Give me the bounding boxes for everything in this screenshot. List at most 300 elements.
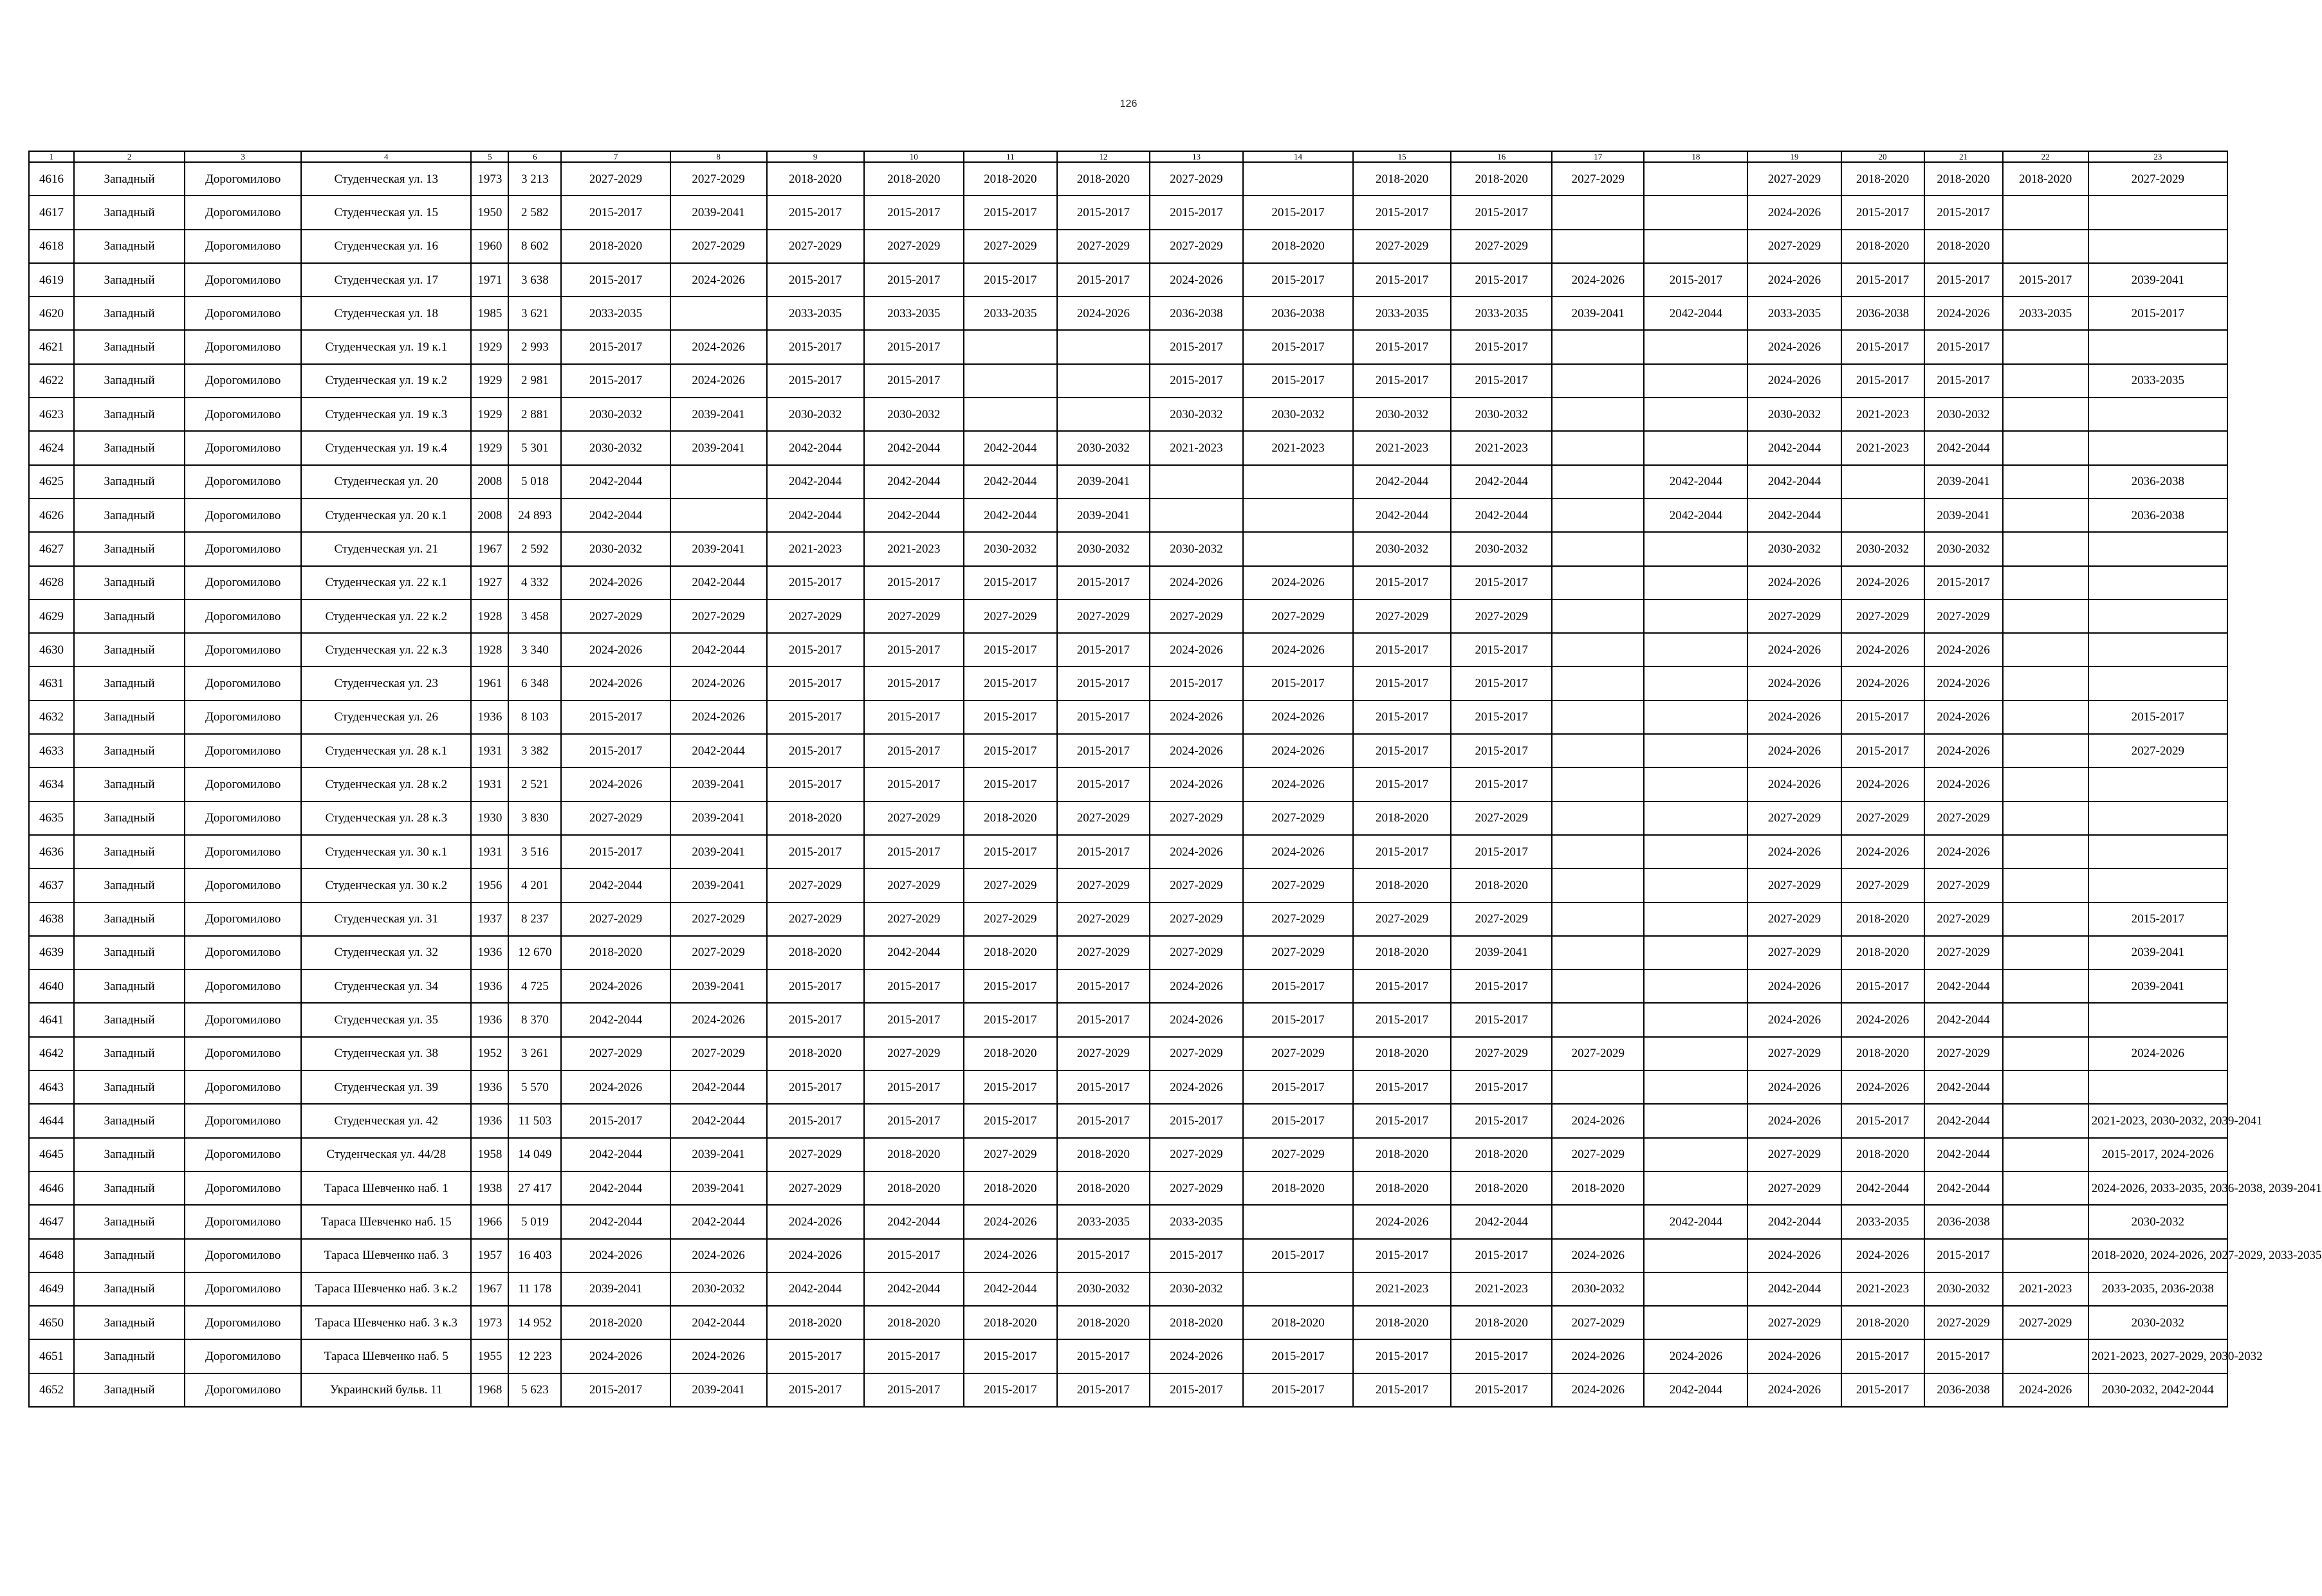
period-col11-cell: 2024-2026 (964, 1205, 1057, 1238)
period-col8-cell: 2027-2029 (670, 600, 767, 633)
period-col13-cell: 2015-2017 (1150, 330, 1243, 363)
period-col18-cell (1644, 532, 1747, 565)
address-cell: Студенческая ул. 16 (301, 230, 471, 263)
period-col9-cell: 2042-2044 (767, 465, 864, 499)
period-col14-cell: 2024-2026 (1243, 633, 1353, 666)
address-cell: Студенческая ул. 19 к.3 (301, 398, 471, 431)
period-col23-cell (2088, 196, 2227, 229)
period-col20-cell: 2036-2038 (1841, 297, 1924, 330)
period-col8-cell: 2039-2041 (670, 196, 767, 229)
period-col18-cell (1644, 969, 1747, 1003)
period-col11-cell: 2027-2029 (964, 868, 1057, 902)
area-cell: Дорогомилово (185, 162, 301, 196)
table-body (29, 162, 2322, 1407)
period-col16-cell: 2042-2044 (1451, 1205, 1552, 1238)
period-col13-cell: 2015-2017 (1150, 1104, 1243, 1137)
period-col8-cell: 2039-2041 (670, 1373, 767, 1407)
district-cell: Западный (74, 802, 185, 835)
period-col13-cell: 2027-2029 (1150, 868, 1243, 902)
period-col18-cell (1644, 734, 1747, 767)
period-col10-cell: 2027-2029 (864, 868, 964, 902)
district-cell: Западный (74, 465, 185, 499)
column-number-header: 23 (2088, 151, 2227, 162)
period-col12-cell: 2027-2029 (1057, 802, 1150, 835)
period-col11-cell: 2015-2017 (964, 1373, 1057, 1407)
year-built-cell: 1958 (471, 1138, 508, 1171)
record-number-cell: 4652 (29, 1373, 74, 1407)
year-built-cell: 1960 (471, 230, 508, 263)
period-col14-cell: 2027-2029 (1243, 600, 1353, 633)
period-col12-cell: 2027-2029 (1057, 936, 1150, 969)
column-number-header: 20 (1841, 151, 1924, 162)
period-col11-cell: 2015-2017 (964, 1104, 1057, 1137)
column-number-header: 11 (964, 151, 1057, 162)
period-col18-cell (1644, 230, 1747, 263)
period-col15-cell: 2042-2044 (1353, 499, 1451, 532)
floor-area-cell: 14 952 (508, 1306, 561, 1339)
period-col19-cell: 2027-2029 (1747, 936, 1841, 969)
district-cell: Западный (74, 1003, 185, 1036)
period-col7-cell: 2033-2035 (561, 297, 670, 330)
period-col7-cell: 2024-2026 (561, 1070, 670, 1104)
address-cell: Тараса Шевченко наб. 1 (301, 1171, 471, 1205)
period-col18-cell (1644, 936, 1747, 969)
period-col16-cell: 2027-2029 (1451, 802, 1552, 835)
period-col7-cell: 2024-2026 (561, 969, 670, 1003)
period-col19-cell: 2024-2026 (1747, 1104, 1841, 1137)
period-col10-cell: 2042-2044 (864, 465, 964, 499)
period-col12-cell: 2015-2017 (1057, 633, 1150, 666)
period-col21-cell: 2024-2026 (1924, 767, 2003, 801)
period-col11-cell: 2015-2017 (964, 1003, 1057, 1036)
period-col22-cell (2003, 868, 2088, 902)
period-col15-cell: 2015-2017 (1353, 1373, 1451, 1407)
district-cell: Западный (74, 532, 185, 565)
period-col14-cell: 2018-2020 (1243, 1171, 1353, 1205)
period-col23-cell: 2033-2035, 2036-2038 (2088, 1272, 2227, 1306)
record-number-cell: 4651 (29, 1339, 74, 1373)
floor-area-cell: 12 670 (508, 936, 561, 969)
record-number-cell: 4647 (29, 1205, 74, 1238)
period-col18-cell: 2042-2044 (1644, 465, 1747, 499)
record-number-cell: 4639 (29, 936, 74, 969)
period-col7-cell: 2042-2044 (561, 868, 670, 902)
period-col22-cell (2003, 666, 2088, 700)
district-cell: Западный (74, 1205, 185, 1238)
period-col22-cell (2003, 499, 2088, 532)
period-col19-cell: 2024-2026 (1747, 1373, 1841, 1407)
period-col17-cell: 2024-2026 (1552, 1373, 1644, 1407)
period-col7-cell: 2018-2020 (561, 1306, 670, 1339)
period-col12-cell: 2027-2029 (1057, 230, 1150, 263)
period-col9-cell: 2024-2026 (767, 1205, 864, 1238)
district-cell: Западный (74, 196, 185, 229)
area-cell: Дорогомилово (185, 330, 301, 363)
period-col12-cell: 2015-2017 (1057, 1373, 1150, 1407)
period-col20-cell: 2030-2032 (1841, 532, 1924, 565)
period-col23-cell: 2030-2032 (2088, 1205, 2227, 1238)
period-col19-cell: 2027-2029 (1747, 162, 1841, 196)
period-col10-cell: 2042-2044 (864, 499, 964, 532)
period-col17-cell (1552, 903, 1644, 936)
period-col23-cell: 2036-2038 (2088, 465, 2227, 499)
table-row (29, 532, 2227, 565)
period-col13-cell: 2027-2029 (1150, 1171, 1243, 1205)
floor-area-cell: 11 178 (508, 1272, 561, 1306)
period-col7-cell: 2042-2044 (561, 1003, 670, 1036)
year-built-cell: 2008 (471, 499, 508, 532)
period-col14-cell: 2015-2017 (1243, 263, 1353, 297)
floor-area-cell: 8 602 (508, 230, 561, 263)
period-col21-cell: 2015-2017 (1924, 364, 2003, 398)
area-cell: Дорогомилово (185, 431, 301, 464)
period-col18-cell (1644, 903, 1747, 936)
address-cell: Студенческая ул. 28 к.3 (301, 802, 471, 835)
period-col17-cell: 2039-2041 (1552, 297, 1644, 330)
area-cell: Дорогомилово (185, 1239, 301, 1272)
year-built-cell: 1936 (471, 1070, 508, 1104)
period-col22-cell (2003, 936, 2088, 969)
period-col9-cell: 2018-2020 (767, 1037, 864, 1070)
period-col11-cell: 2024-2026 (964, 1239, 1057, 1272)
record-number-cell: 4620 (29, 297, 74, 330)
period-col16-cell: 2018-2020 (1451, 1171, 1552, 1205)
period-col18-cell (1644, 835, 1747, 868)
area-cell: Дорогомилово (185, 666, 301, 700)
period-col12-cell: 2027-2029 (1057, 903, 1150, 936)
period-col7-cell: 2024-2026 (561, 1339, 670, 1373)
period-col10-cell: 2042-2044 (864, 1272, 964, 1306)
address-cell: Тараса Шевченко наб. 5 (301, 1339, 471, 1373)
period-col8-cell: 2042-2044 (670, 1205, 767, 1238)
district-cell: Западный (74, 398, 185, 431)
period-col15-cell: 2021-2023 (1353, 1272, 1451, 1306)
period-col10-cell: 2015-2017 (864, 1070, 964, 1104)
area-cell: Дорогомилово (185, 1373, 301, 1407)
period-col16-cell: 2015-2017 (1451, 263, 1552, 297)
period-col14-cell: 2027-2029 (1243, 936, 1353, 969)
period-col17-cell: 2024-2026 (1552, 263, 1644, 297)
period-col12-cell: 2015-2017 (1057, 1239, 1150, 1272)
period-col14-cell: 2024-2026 (1243, 734, 1353, 767)
table-row (29, 1272, 2227, 1306)
period-col9-cell: 2015-2017 (767, 767, 864, 801)
period-col9-cell: 2042-2044 (767, 499, 864, 532)
period-col12-cell: 2018-2020 (1057, 1138, 1150, 1171)
period-col23-cell (2088, 330, 2227, 363)
period-col16-cell: 2015-2017 (1451, 835, 1552, 868)
period-col15-cell: 2015-2017 (1353, 263, 1451, 297)
district-cell: Западный (74, 230, 185, 263)
period-col8-cell: 2042-2044 (670, 1070, 767, 1104)
period-col13-cell: 2015-2017 (1150, 666, 1243, 700)
column-number-header: 21 (1924, 151, 2003, 162)
period-col11-cell (964, 398, 1057, 431)
area-cell: Дорогомилово (185, 230, 301, 263)
period-col9-cell: 2015-2017 (767, 330, 864, 363)
period-col10-cell: 2021-2023 (864, 532, 964, 565)
period-col12-cell: 2015-2017 (1057, 1104, 1150, 1137)
period-col21-cell: 2027-2029 (1924, 1306, 2003, 1339)
period-col18-cell (1644, 666, 1747, 700)
period-col16-cell: 2018-2020 (1451, 1138, 1552, 1171)
district-cell: Западный (74, 835, 185, 868)
period-col9-cell: 2015-2017 (767, 1104, 864, 1137)
period-col15-cell: 2015-2017 (1353, 1239, 1451, 1272)
period-col10-cell: 2015-2017 (864, 734, 964, 767)
period-col12-cell: 2030-2032 (1057, 1272, 1150, 1306)
period-col18-cell: 2042-2044 (1644, 1373, 1747, 1407)
address-cell: Студенческая ул. 38 (301, 1037, 471, 1070)
column-number-header: 22 (2003, 151, 2088, 162)
table-row (29, 1373, 2227, 1407)
period-col14-cell: 2018-2020 (1243, 1306, 1353, 1339)
year-built-cell: 1929 (471, 364, 508, 398)
period-col22-cell (2003, 633, 2088, 666)
area-cell: Дорогомилово (185, 398, 301, 431)
period-col11-cell: 2015-2017 (964, 263, 1057, 297)
period-col16-cell: 2015-2017 (1451, 666, 1552, 700)
area-cell: Дорогомилово (185, 364, 301, 398)
period-col15-cell: 2015-2017 (1353, 969, 1451, 1003)
period-col17-cell (1552, 802, 1644, 835)
area-cell: Дорогомилово (185, 936, 301, 969)
period-col17-cell (1552, 936, 1644, 969)
period-col19-cell: 2024-2026 (1747, 1239, 1841, 1272)
period-col7-cell: 2018-2020 (561, 936, 670, 969)
floor-area-cell: 3 516 (508, 835, 561, 868)
year-built-cell: 1973 (471, 1306, 508, 1339)
period-col10-cell: 2027-2029 (864, 802, 964, 835)
period-col17-cell (1552, 499, 1644, 532)
area-cell: Дорогомилово (185, 297, 301, 330)
period-col9-cell: 2030-2032 (767, 398, 864, 431)
period-col17-cell (1552, 835, 1644, 868)
period-col13-cell: 2024-2026 (1150, 1339, 1243, 1373)
period-col10-cell: 2015-2017 (864, 364, 964, 398)
period-col8-cell: 2042-2044 (670, 566, 767, 600)
period-col11-cell: 2042-2044 (964, 499, 1057, 532)
district-cell: Западный (74, 734, 185, 767)
record-number-cell: 4640 (29, 969, 74, 1003)
period-col18-cell: 2015-2017 (1644, 263, 1747, 297)
period-col16-cell: 2030-2032 (1451, 398, 1552, 431)
address-cell: Студенческая ул. 42 (301, 1104, 471, 1137)
period-col14-cell (1243, 1205, 1353, 1238)
address-cell: Студенческая ул. 28 к.1 (301, 734, 471, 767)
district-cell: Западный (74, 1104, 185, 1137)
period-col14-cell (1243, 162, 1353, 196)
period-col8-cell: 2039-2041 (670, 398, 767, 431)
floor-area-cell: 4 725 (508, 969, 561, 1003)
floor-area-cell: 14 049 (508, 1138, 561, 1171)
floor-area-cell: 8 370 (508, 1003, 561, 1036)
year-built-cell: 1928 (471, 600, 508, 633)
period-col12-cell: 2015-2017 (1057, 1070, 1150, 1104)
period-col8-cell: 2039-2041 (670, 1138, 767, 1171)
period-col15-cell: 2042-2044 (1353, 465, 1451, 499)
period-col13-cell: 2024-2026 (1150, 701, 1243, 734)
year-built-cell: 1931 (471, 767, 508, 801)
period-col18-cell (1644, 196, 1747, 229)
period-col16-cell: 2039-2041 (1451, 936, 1552, 969)
period-col14-cell: 2015-2017 (1243, 1003, 1353, 1036)
period-col20-cell: 2024-2026 (1841, 1003, 1924, 1036)
area-cell: Дорогомилово (185, 532, 301, 565)
area-cell: Дорогомилово (185, 969, 301, 1003)
period-col15-cell: 2018-2020 (1353, 1138, 1451, 1171)
period-col23-cell: 2018-2020, 2024-2026, 2027-2029, 2033-2035 (2088, 1239, 2227, 1272)
period-col17-cell: 2027-2029 (1552, 1037, 1644, 1070)
period-col8-cell: 2039-2041 (670, 969, 767, 1003)
table-row (29, 230, 2227, 263)
floor-area-cell: 4 332 (508, 566, 561, 600)
period-col14-cell: 2015-2017 (1243, 330, 1353, 363)
district-cell: Западный (74, 903, 185, 936)
period-col21-cell: 2015-2017 (1924, 1339, 2003, 1373)
period-col8-cell: 2027-2029 (670, 230, 767, 263)
period-col21-cell: 2039-2041 (1924, 465, 2003, 499)
period-col8-cell: 2024-2026 (670, 701, 767, 734)
period-col17-cell (1552, 1070, 1644, 1104)
column-number-header: 13 (1150, 151, 1243, 162)
floor-area-cell: 2 993 (508, 330, 561, 363)
column-number-header: 9 (767, 151, 864, 162)
district-cell: Западный (74, 330, 185, 363)
table-row (29, 969, 2227, 1003)
address-cell: Тараса Шевченко наб. 3 (301, 1239, 471, 1272)
period-col7-cell: 2015-2017 (561, 196, 670, 229)
area-cell: Дорогомилово (185, 1138, 301, 1171)
period-col19-cell: 2024-2026 (1747, 566, 1841, 600)
record-number-cell: 4625 (29, 465, 74, 499)
period-col14-cell (1243, 532, 1353, 565)
period-col23-cell: 2027-2029 (2088, 734, 2227, 767)
area-cell: Дорогомилово (185, 263, 301, 297)
period-col12-cell: 2018-2020 (1057, 162, 1150, 196)
period-col17-cell (1552, 566, 1644, 600)
period-col10-cell: 2015-2017 (864, 566, 964, 600)
address-cell: Тараса Шевченко наб. 3 к.2 (301, 1272, 471, 1306)
period-col10-cell: 2015-2017 (864, 701, 964, 734)
period-col17-cell (1552, 364, 1644, 398)
area-cell: Дорогомилово (185, 903, 301, 936)
column-number-header: 4 (301, 151, 471, 162)
district-cell: Западный (74, 1171, 185, 1205)
period-col12-cell: 2015-2017 (1057, 835, 1150, 868)
period-col9-cell: 2015-2017 (767, 666, 864, 700)
period-col8-cell: 2024-2026 (670, 364, 767, 398)
period-col8-cell: 2039-2041 (670, 868, 767, 902)
period-col7-cell: 2015-2017 (561, 1104, 670, 1137)
period-col9-cell: 2027-2029 (767, 230, 864, 263)
district-cell: Западный (74, 297, 185, 330)
period-col17-cell: 2030-2032 (1552, 1272, 1644, 1306)
period-col20-cell: 2015-2017 (1841, 330, 1924, 363)
period-col14-cell: 2015-2017 (1243, 1239, 1353, 1272)
period-col9-cell: 2015-2017 (767, 1373, 864, 1407)
period-col18-cell: 2024-2026 (1644, 1339, 1747, 1373)
address-cell: Студенческая ул. 28 к.2 (301, 767, 471, 801)
period-col11-cell: 2042-2044 (964, 465, 1057, 499)
address-cell: Тараса Шевченко наб. 3 к.3 (301, 1306, 471, 1339)
period-col23-cell (2088, 1070, 2227, 1104)
table-row (29, 162, 2227, 196)
period-col12-cell: 2015-2017 (1057, 767, 1150, 801)
period-col22-cell (2003, 802, 2088, 835)
period-col14-cell: 2024-2026 (1243, 701, 1353, 734)
area-cell: Дорогомилово (185, 499, 301, 532)
period-col13-cell: 2030-2032 (1150, 398, 1243, 431)
period-col21-cell: 2018-2020 (1924, 162, 2003, 196)
period-col11-cell: 2015-2017 (964, 1339, 1057, 1373)
period-col10-cell: 2027-2029 (864, 600, 964, 633)
period-col16-cell: 2027-2029 (1451, 600, 1552, 633)
period-col11-cell: 2027-2029 (964, 230, 1057, 263)
period-col19-cell: 2030-2032 (1747, 532, 1841, 565)
period-col17-cell (1552, 633, 1644, 666)
period-col9-cell: 2015-2017 (767, 734, 864, 767)
period-col9-cell: 2015-2017 (767, 263, 864, 297)
period-col16-cell: 2018-2020 (1451, 162, 1552, 196)
address-cell: Студенческая ул. 22 к.1 (301, 566, 471, 600)
floor-area-cell: 3 621 (508, 297, 561, 330)
period-col9-cell: 2021-2023 (767, 532, 864, 565)
period-col21-cell: 2024-2026 (1924, 666, 2003, 700)
period-col23-cell: 2030-2032, 2042-2044 (2088, 1373, 2227, 1407)
period-col19-cell: 2027-2029 (1747, 230, 1841, 263)
period-col17-cell (1552, 767, 1644, 801)
period-col12-cell: 2024-2026 (1057, 297, 1150, 330)
period-col23-cell: 2039-2041 (2088, 969, 2227, 1003)
period-col12-cell: 2033-2035 (1057, 1205, 1150, 1238)
record-number-cell: 4627 (29, 532, 74, 565)
floor-area-cell: 3 261 (508, 1037, 561, 1070)
period-col7-cell: 2039-2041 (561, 1272, 670, 1306)
period-col21-cell: 2027-2029 (1924, 936, 2003, 969)
period-col13-cell: 2027-2029 (1150, 230, 1243, 263)
record-number-cell: 4624 (29, 431, 74, 464)
period-col16-cell: 2015-2017 (1451, 1239, 1552, 1272)
period-col9-cell: 2015-2017 (767, 969, 864, 1003)
record-number-cell: 4648 (29, 1239, 74, 1272)
period-col15-cell: 2018-2020 (1353, 802, 1451, 835)
period-col13-cell: 2021-2023 (1150, 431, 1243, 464)
period-col22-cell (2003, 398, 2088, 431)
period-col8-cell: 2039-2041 (670, 1171, 767, 1205)
period-col17-cell (1552, 969, 1644, 1003)
year-built-cell: 1929 (471, 330, 508, 363)
record-number-cell: 4643 (29, 1070, 74, 1104)
period-col18-cell (1644, 701, 1747, 734)
table-row (29, 1339, 2227, 1373)
period-col11-cell: 2042-2044 (964, 431, 1057, 464)
address-cell: Студенческая ул. 20 к.1 (301, 499, 471, 532)
area-cell: Дорогомилово (185, 802, 301, 835)
period-col18-cell (1644, 868, 1747, 902)
period-col21-cell: 2015-2017 (1924, 263, 2003, 297)
period-col10-cell: 2015-2017 (864, 835, 964, 868)
period-col7-cell: 2024-2026 (561, 566, 670, 600)
address-cell: Студенческая ул. 30 к.2 (301, 868, 471, 902)
district-cell: Западный (74, 969, 185, 1003)
record-number-cell: 4631 (29, 666, 74, 700)
period-col20-cell: 2024-2026 (1841, 666, 1924, 700)
period-col20-cell: 2027-2029 (1841, 802, 1924, 835)
period-col20-cell: 2024-2026 (1841, 633, 1924, 666)
period-col9-cell: 2042-2044 (767, 431, 864, 464)
period-col8-cell: 2039-2041 (670, 767, 767, 801)
